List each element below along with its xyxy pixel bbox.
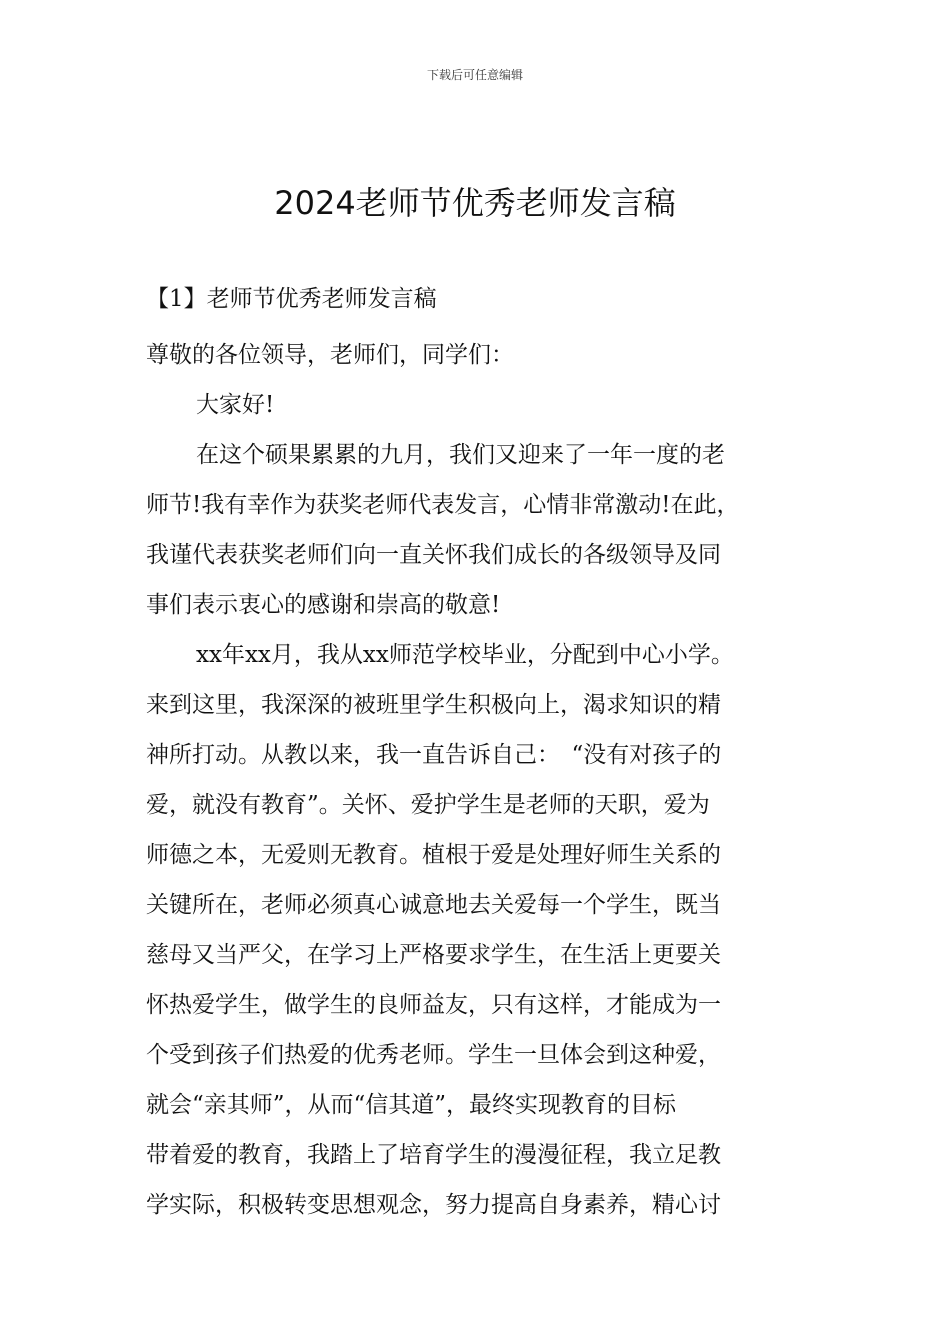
text-line: 在这个硕果累累的九月，我们又迎来了一年一度的老 xyxy=(196,442,725,468)
text-line: 我谨代表获奖老师们向一直关怀我们成长的各级领导及同 xyxy=(146,542,721,568)
text-line: 怀热爱学生，做学生的良师益友，只有这样，才能成为一 xyxy=(146,992,721,1018)
text-line: 尊敬的各位领导，老师们，同学们： xyxy=(146,342,514,368)
text-line: 学实际，积极转变思想观念，努力提高自身素养，精心讨 xyxy=(146,1192,721,1218)
text-line: 关键所在，老师必须真心诚意地去关爱每一个学生，既当 xyxy=(146,892,721,918)
text-line: 爱，就没有教育”。关怀、爱护学生是老师的天职，爱为 xyxy=(146,792,710,818)
document-body xyxy=(146,280,816,1230)
text-line: 慈母又当严父，在学习上严格要求学生，在生活上更要关 xyxy=(146,942,721,968)
text-line: 大家好! xyxy=(196,392,275,418)
text-line: 就会“亲其师”，从而“信其道”，最终实现教育的目标 xyxy=(146,1092,677,1118)
text-line: 带着爱的教育，我踏上了培育学生的漫漫征程，我立足教 xyxy=(146,1142,721,1168)
text-line: 事们表示衷心的感谢和崇高的敬意! xyxy=(146,592,501,618)
header-note: 下载后可任意编辑 xyxy=(426,68,523,82)
text-line: 个受到孩子们热爱的优秀老师。学生一旦体会到这种爱， xyxy=(146,1042,721,1068)
text-line: 神所打动。从教以来，我一直告诉自己： “没有对孩子的 xyxy=(146,742,722,768)
paragraph-lines xyxy=(146,330,816,1230)
text-line: 师德之本，无爱则无教育。植根于爱是处理好师生关系的 xyxy=(146,842,721,868)
text-line: 师节!我有幸作为获奖老师代表发言，心情非常激动!在此， xyxy=(146,492,740,518)
text-line: 来到这里，我深深的被班里学生积极向上，渴求知识的精 xyxy=(146,692,721,718)
document-title: 2024老师节优秀老师发言稿 xyxy=(274,184,676,222)
section-heading: 【1】老师节优秀老师发言稿 xyxy=(146,286,437,312)
text-line: xx年xx月，我从xx师范学校毕业，分配到中心小学。 xyxy=(196,642,734,668)
